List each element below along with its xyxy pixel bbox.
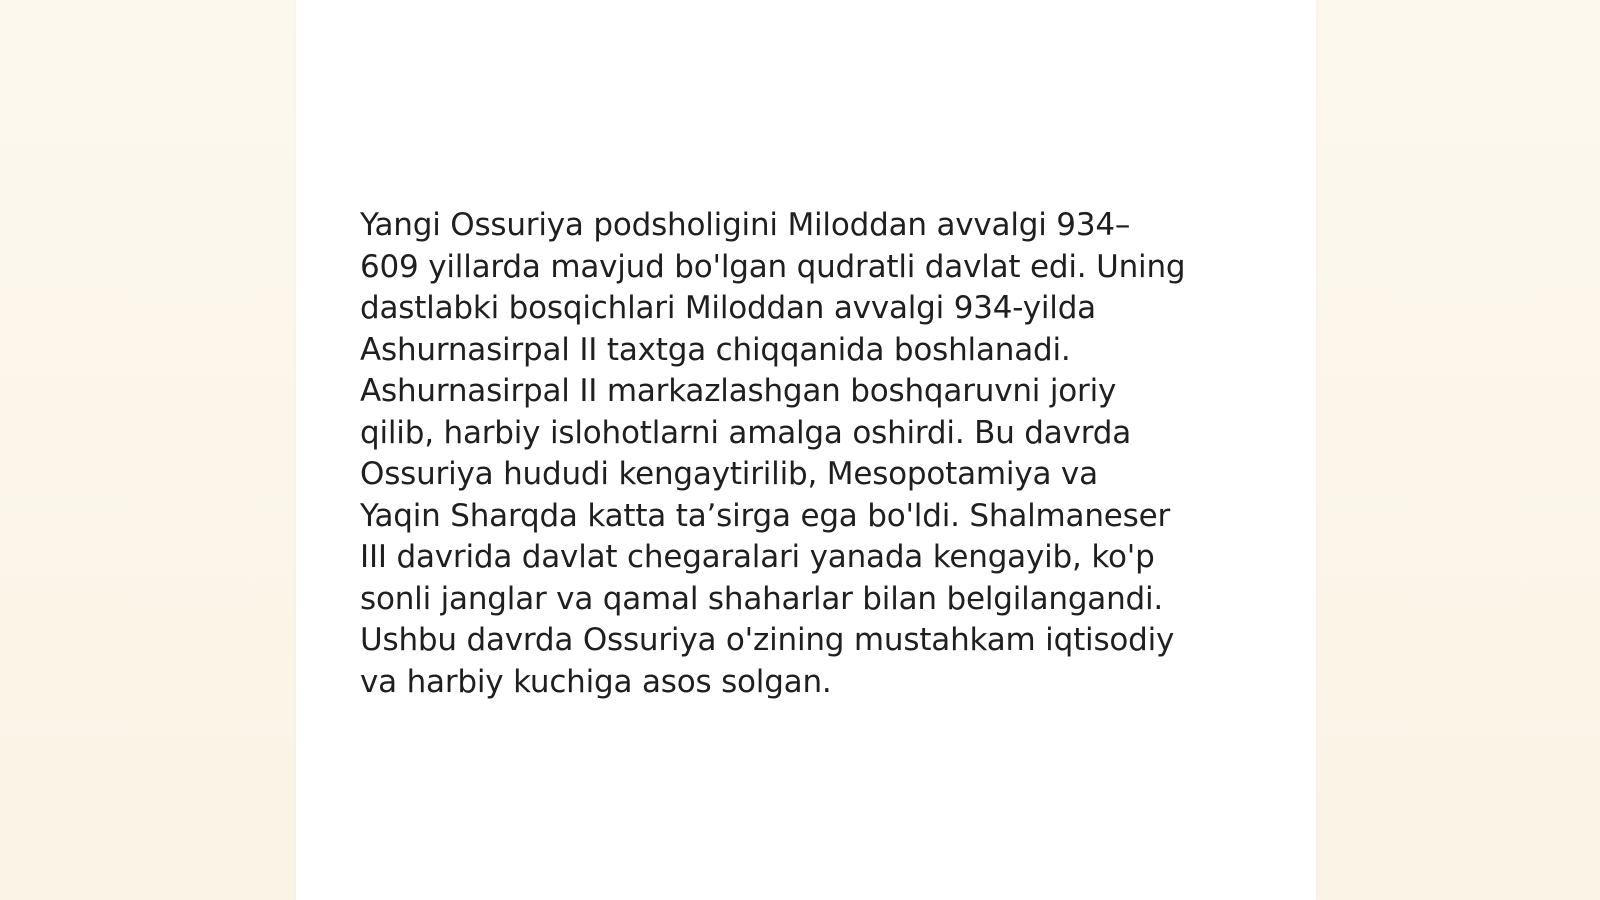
body-paragraph [360, 205, 1260, 703]
paragraph-line: sonli janglar va qamal shaharlar bilan belgilangandi. [360, 580, 1164, 617]
left-margin-background [0, 0, 296, 900]
paragraph-line: Ashurnasirpal II taxtga chiqqanida boshlanadi. [360, 331, 1071, 368]
paragraph-line: dastlabki bosqichlari Miloddan avvalgi 934-yilda [360, 290, 1096, 326]
document-page [296, 0, 1316, 900]
paragraph-line: Ushbu davrda Ossuriya o'zining mustahkam iqtisodiy [360, 622, 1175, 658]
paragraph-line: Ashurnasirpal II markazlashgan boshqaruvni joriy [360, 373, 1117, 409]
paragraph-line: va harbiy kuchiga asos solgan. [360, 663, 832, 700]
paragraph-line: Yaqin Sharqda katta ta’sirga ega bo'ldi. Shalmaneser [360, 497, 1171, 534]
paragraph-line: III davrida davlat chegaralari yanada kengayib, ko'p [360, 539, 1155, 575]
paragraph-line: Yangi Ossuriya podsholigini Miloddan avvalgi 934– [360, 207, 1131, 243]
right-margin-background [1316, 0, 1600, 900]
paragraph-line: 609 yillarda mavjud bo'lgan qudratli davlat edi. Uning [360, 248, 1186, 285]
paragraph-line: Ossuriya hududi kengaytirilib, Mesopotamiya va [360, 456, 1098, 492]
paragraph-line: qilib, harbiy islohotlarni amalga oshirdi. Bu davrda [360, 414, 1131, 451]
